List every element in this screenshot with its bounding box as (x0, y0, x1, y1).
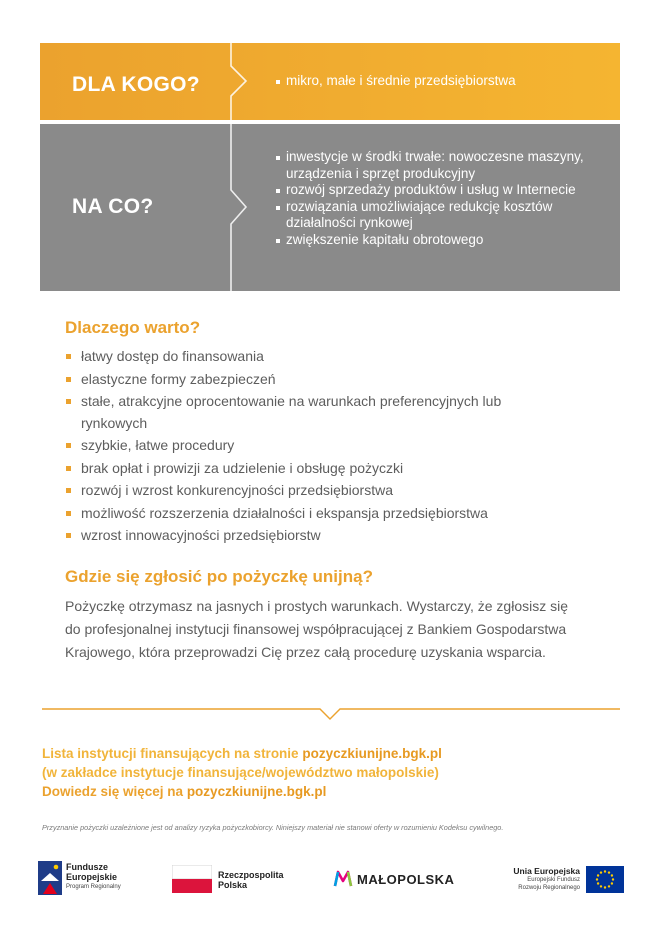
logo-text: Europejskie (66, 872, 118, 882)
eu-star (597, 882, 599, 884)
footnote: Przyznanie pożyczki uzależnione jest od analizy ryzyka pożyczkobiorcy. Niniejszy materiał nie stanowi oferty w rozumieniu Kodeksu cywilnego. (42, 823, 504, 832)
list-item: brak opłat i prowizji za udzielenie i obsługę pożyczki (66, 458, 546, 480)
logo-subtext: Europejski Fundusz (527, 877, 580, 883)
eu-star (608, 885, 610, 887)
section-divider (42, 708, 620, 728)
list-item: możliwość rozszerzenia działalności i ekspansja przedsiębiorstwa (66, 503, 546, 525)
why-heading: Dlaczego warto? (65, 318, 201, 337)
logo-text: Rzeczpospolita (218, 870, 284, 880)
list-item: szybkie, łatwe procedury (66, 435, 546, 457)
eu-star (611, 882, 613, 884)
list-item: stałe, atrakcyjne oprocentowanie na warunkach preferencyjnych lub rynkowych (66, 391, 546, 434)
malopolska-logo (333, 860, 473, 898)
logo-bar (0, 860, 660, 900)
eu-star (612, 878, 614, 880)
list-item: łatwy dostęp do finansowania (66, 346, 546, 368)
eu-star (608, 871, 610, 873)
cta-text: Dowiedz się więcej na (42, 784, 187, 799)
polish-flag-icon (172, 865, 212, 893)
logo-text: Fundusze (66, 862, 108, 872)
list-item: inwestycje w środki trwałe: nowoczesne maszyny, urządzenia i sprzęt produkcyjny (276, 149, 600, 182)
logo-text: Polska (218, 880, 248, 890)
cta-block (42, 744, 602, 801)
list-item: rozwój i wzrost konkurencyjności przedsiębiorstwa (66, 480, 546, 502)
website-link[interactable]: pozyczkiunijne.bgk.pl (186, 784, 327, 799)
eu-star (604, 870, 606, 872)
logo-text: MAŁOPOLSKA (357, 872, 455, 887)
for-whom-band (40, 43, 620, 120)
eu-star (600, 885, 602, 887)
logo-text: Unia Europejska (513, 866, 580, 876)
where-paragraph: Pożyczkę otrzymasz na jasnych i prostych warunkach. Wystarczy, że zgłosisz się do profesjonalnej instytucji finansowej współpracującej z Bankiem Gospodarstwa Krajowego, która przeprowadzi Cię przez całą procedurę uzyskania wsparcia. (65, 598, 569, 660)
eu-star (604, 886, 606, 888)
for-what-label: NA CO? (72, 195, 154, 218)
eu-flag-icon (586, 866, 624, 893)
fundusze-europejskie-icon (38, 861, 62, 895)
for-what-list (276, 149, 600, 248)
rzeczpospolita-polska-logo (172, 860, 302, 898)
list-item: rozwiązania umożliwiające redukcję kosztów działalności rynkowej (276, 199, 600, 232)
for-whom-label: DLA KOGO? (72, 73, 200, 96)
eu-star (611, 874, 613, 876)
list-item: mikro, małe i średnie przedsiębiorstwa (276, 73, 600, 90)
logo-subtext: Program Regionalny (66, 884, 121, 890)
eu-star (597, 874, 599, 876)
fundusze-europejskie-logo (38, 860, 138, 898)
cta-line-2: (w zakładce instytucje finansujące/województwo małopolskie) (42, 765, 439, 780)
eu-star (600, 871, 602, 873)
cta-line-1 (42, 744, 602, 763)
list-item: zwiększenie kapitału obrotowego (276, 232, 600, 249)
for-what-band (40, 124, 620, 291)
website-link[interactable]: pozyczkiunijne.bgk.pl (302, 746, 442, 761)
why-list (66, 346, 546, 548)
list-item: rozwój sprzedaży produktów i usług w Internecie (276, 182, 600, 199)
list-item: wzrost innowacyjności przedsiębiorstw (66, 525, 546, 547)
cta-line-3 (42, 782, 602, 801)
unia-europejska-logo (500, 860, 626, 898)
for-whom-list (276, 73, 600, 90)
malopolska-m-icon (333, 869, 353, 887)
cta-text: Lista instytucji finansujących na stronie (42, 746, 303, 761)
logo-subtext: Rozwoju Regionalnego (518, 885, 580, 891)
eu-star (596, 878, 598, 880)
list-item: elastyczne formy zabezpieczeń (66, 369, 546, 391)
where-heading: Gdzie się zgłosić po pożyczkę unijną? (65, 567, 373, 586)
